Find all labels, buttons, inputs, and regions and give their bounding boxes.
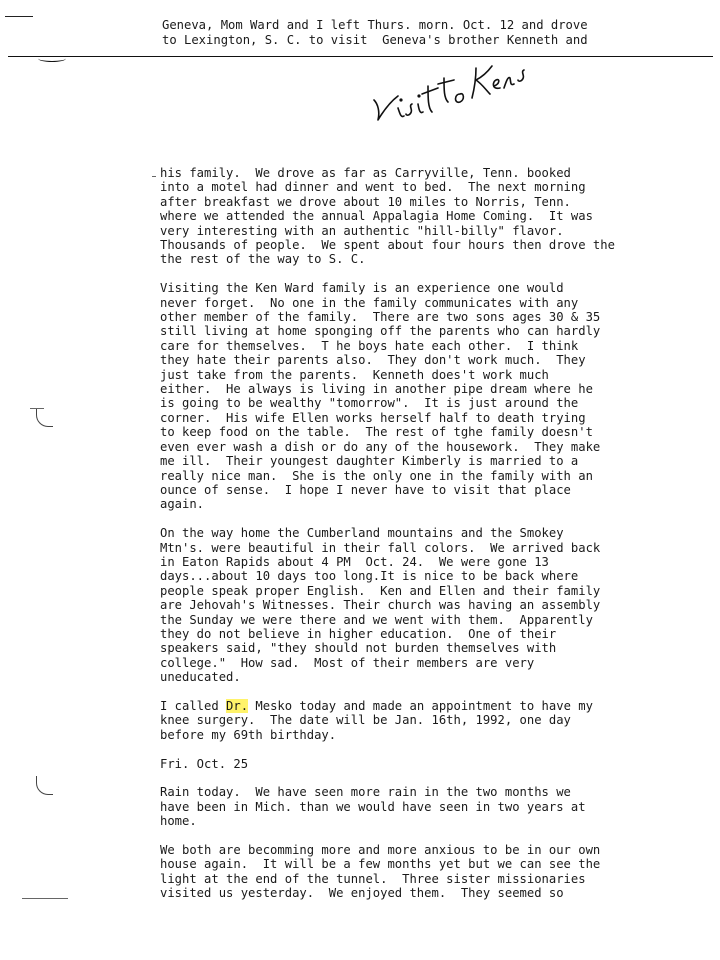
text-line: Fri. Oct. 25	[160, 756, 249, 771]
margin-dash	[30, 408, 44, 409]
text-line: never forget. No one in the family communicates with any	[160, 295, 579, 310]
continued-header	[162, 18, 588, 48]
text-line: ounce of sense. I hope I never have to visit that place	[160, 482, 571, 497]
text-line: light at the end of the tunnel. Three sister missionaries	[160, 871, 586, 886]
text-line: Thousands of people. We spent about four hours then drove the	[160, 238, 615, 253]
text-line: have been in Mich. than we would have seen in two years at	[160, 799, 586, 814]
punch-hole-mark	[36, 408, 53, 427]
text-line: even ever wash a dish or do any of the housework. They make	[160, 439, 601, 454]
corner-mark	[5, 16, 33, 17]
header-line-1: Geneva, Mom Ward and I left Thurs. morn. Oct. 12 and drove	[162, 18, 588, 32]
text-line: are Jehovah's Witnesses. Their church was having an assembly	[160, 598, 601, 613]
divider-line	[8, 56, 713, 57]
text-line: they do not believe in higher education. One of their	[160, 626, 557, 641]
text-line: knee surgery. The date will be Jan. 16th, 1992, one day	[160, 713, 571, 728]
text-line: uneducated.	[160, 670, 241, 685]
text-line: Mtn's. were beautiful in their fall colors. We arrived back	[160, 540, 601, 555]
highlighted-text: Dr.	[226, 698, 249, 713]
text-line: either. He always is living in another pipe dream where he	[160, 382, 593, 397]
text-line: the rest of the way to S. C.	[160, 252, 366, 267]
text-line: again.	[160, 497, 205, 512]
handwritten-title	[368, 58, 558, 128]
text-line: they hate their parents also. They don't work much. They	[160, 353, 586, 368]
text-line: just take from the parents. Kenneth does't work much	[160, 367, 549, 382]
text-line: care for themselves. T he boys hate each other. I think	[160, 338, 579, 353]
text-line: really nice man. She is the only one in the family with an	[160, 468, 593, 483]
date-heading	[160, 757, 705, 771]
text-line: very interesting with an authentic "hill-billy" flavor.	[160, 223, 564, 238]
text-line: his family. We drove as far as Carryville, Tenn. booked	[160, 166, 571, 180]
text-line: into a motel had dinner and went to bed. The next morning	[160, 180, 586, 195]
text-line: days...about 10 days too long.It is nice to be back where	[160, 569, 579, 584]
text-fragment: I called	[160, 698, 227, 713]
text-line: people speak proper English. Ken and Ellen and their family	[160, 583, 601, 598]
text-line: to keep food on the table. The rest of tghe family doesn't	[160, 425, 593, 440]
text-line: speakers said, "they should not burden themselves with	[160, 641, 557, 656]
text-line: before my 69th birthday.	[160, 727, 337, 742]
text-line: after breakfast we drove about 10 miles to Norris, Tenn.	[160, 194, 571, 209]
paragraph-surgery	[160, 699, 705, 742]
text-fragment: Mesko today and made an appointment to have my	[248, 698, 593, 713]
header-line-2: to Lexington, S. C. to visit Geneva's brother Kenneth and	[162, 33, 588, 47]
text-line: On the way home the Cumberland mountains and the Smokey	[160, 526, 564, 541]
divider-dip	[38, 55, 66, 62]
paragraph-trip	[160, 166, 705, 267]
text-line: house again. It will be a few months yet but we can see the	[160, 857, 601, 872]
paragraph-rain	[160, 785, 705, 828]
margin-dash	[22, 898, 68, 899]
paragraph-way-home	[160, 526, 705, 684]
journal-body	[160, 166, 705, 915]
text-line: Visiting the Ken Ward family is an experience one would	[160, 281, 564, 296]
text-line: other member of the family. There are two sons ages 30 & 35	[160, 310, 601, 325]
text-line: where we attended the annual Appalagia Home Coming. It was	[160, 209, 593, 224]
text-line: visited us yesterday. We enjoyed them. They seemed so	[160, 886, 564, 901]
text-line: college." How sad. Most of their members are very	[160, 655, 535, 670]
text-line: home.	[160, 814, 197, 829]
text-line: in Eaton Rapids about 4 PM Oct. 24. We were gone 13	[160, 554, 549, 569]
text-line: still living at home sponging off the parents who can hardly	[160, 324, 601, 339]
margin-dash	[152, 176, 156, 177]
text-line: the Sunday we were there and we went with them. Apparently	[160, 612, 593, 627]
text-line: me ill. Their youngest daughter Kimberly is married to a	[160, 454, 579, 469]
paragraph-ken-family	[160, 281, 705, 512]
text-line: Rain today. We have seen more rain in the two months we	[160, 785, 571, 800]
punch-hole-mark	[36, 776, 53, 795]
text-line	[160, 699, 705, 713]
paragraph-anxious	[160, 843, 705, 901]
text-line: corner. His wife Ellen works herself half to death trying	[160, 410, 586, 425]
text-line: is going to be wealthy "tomorrow". It is just around the	[160, 396, 579, 411]
text-line: We both are becomming more and more anxious to be in our own	[160, 843, 601, 857]
